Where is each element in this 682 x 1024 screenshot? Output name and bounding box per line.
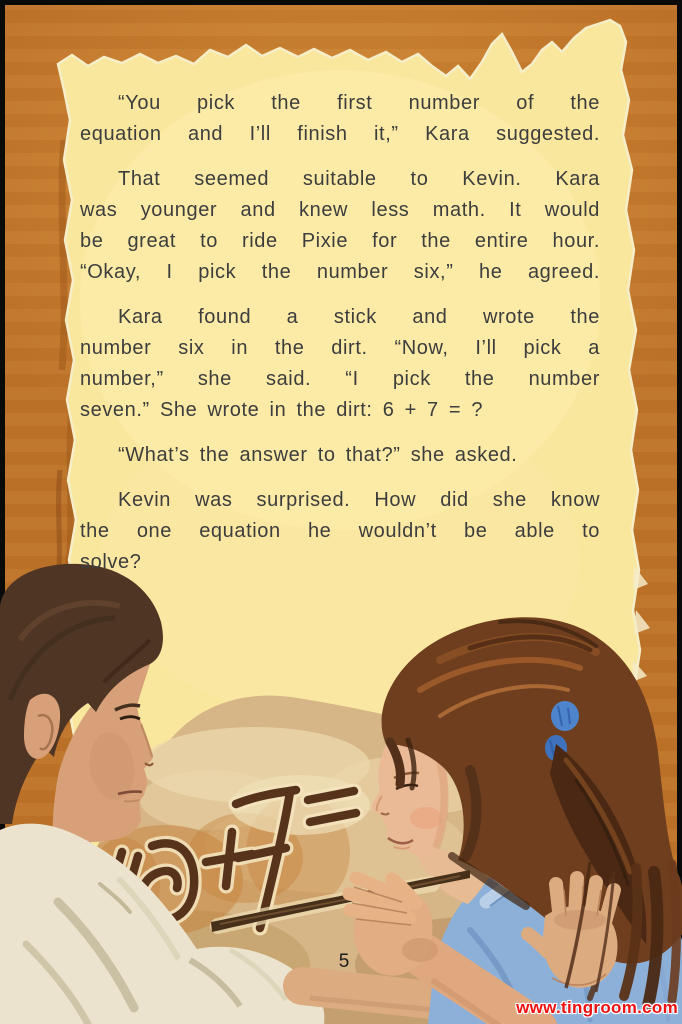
text-line: “Okay, I pick the number six,” he agreed. xyxy=(80,261,600,283)
paragraph xyxy=(80,440,600,471)
text-line: number,” she said. “I pick the number xyxy=(80,368,600,390)
paragraph xyxy=(80,302,600,426)
text-line: seven.” She wrote in the dirt: 6 + 7 = ? xyxy=(80,399,484,421)
text-line: That seemed suitable to Kevin. Kara xyxy=(118,168,600,190)
text-line: number six in the dirt. “Now, I’ll pick a xyxy=(80,337,600,359)
page-number: 5 xyxy=(338,951,350,972)
text-line: Kevin was surprised. How did she know xyxy=(118,489,600,511)
text-line: Kara found a stick and wrote the xyxy=(118,306,600,328)
text-line: the one equation he wouldn’t be able to xyxy=(80,520,600,542)
text-line: “What’s the answer to that?” she asked. xyxy=(118,444,518,466)
text-line: “You pick the first number of the xyxy=(118,92,600,114)
paragraph xyxy=(80,164,600,288)
text-line: equation and I’ll finish it,” Kara suggested. xyxy=(80,123,600,145)
watermark: www.tingroom.com xyxy=(516,998,678,1017)
text-line: be great to ride Pixie for the entire hour. xyxy=(80,230,600,252)
story-text xyxy=(80,88,600,592)
paragraph xyxy=(80,485,600,578)
text-line: solve? xyxy=(80,551,142,573)
paragraph xyxy=(80,88,600,150)
text-line: was younger and knew less math. It would xyxy=(80,199,600,221)
